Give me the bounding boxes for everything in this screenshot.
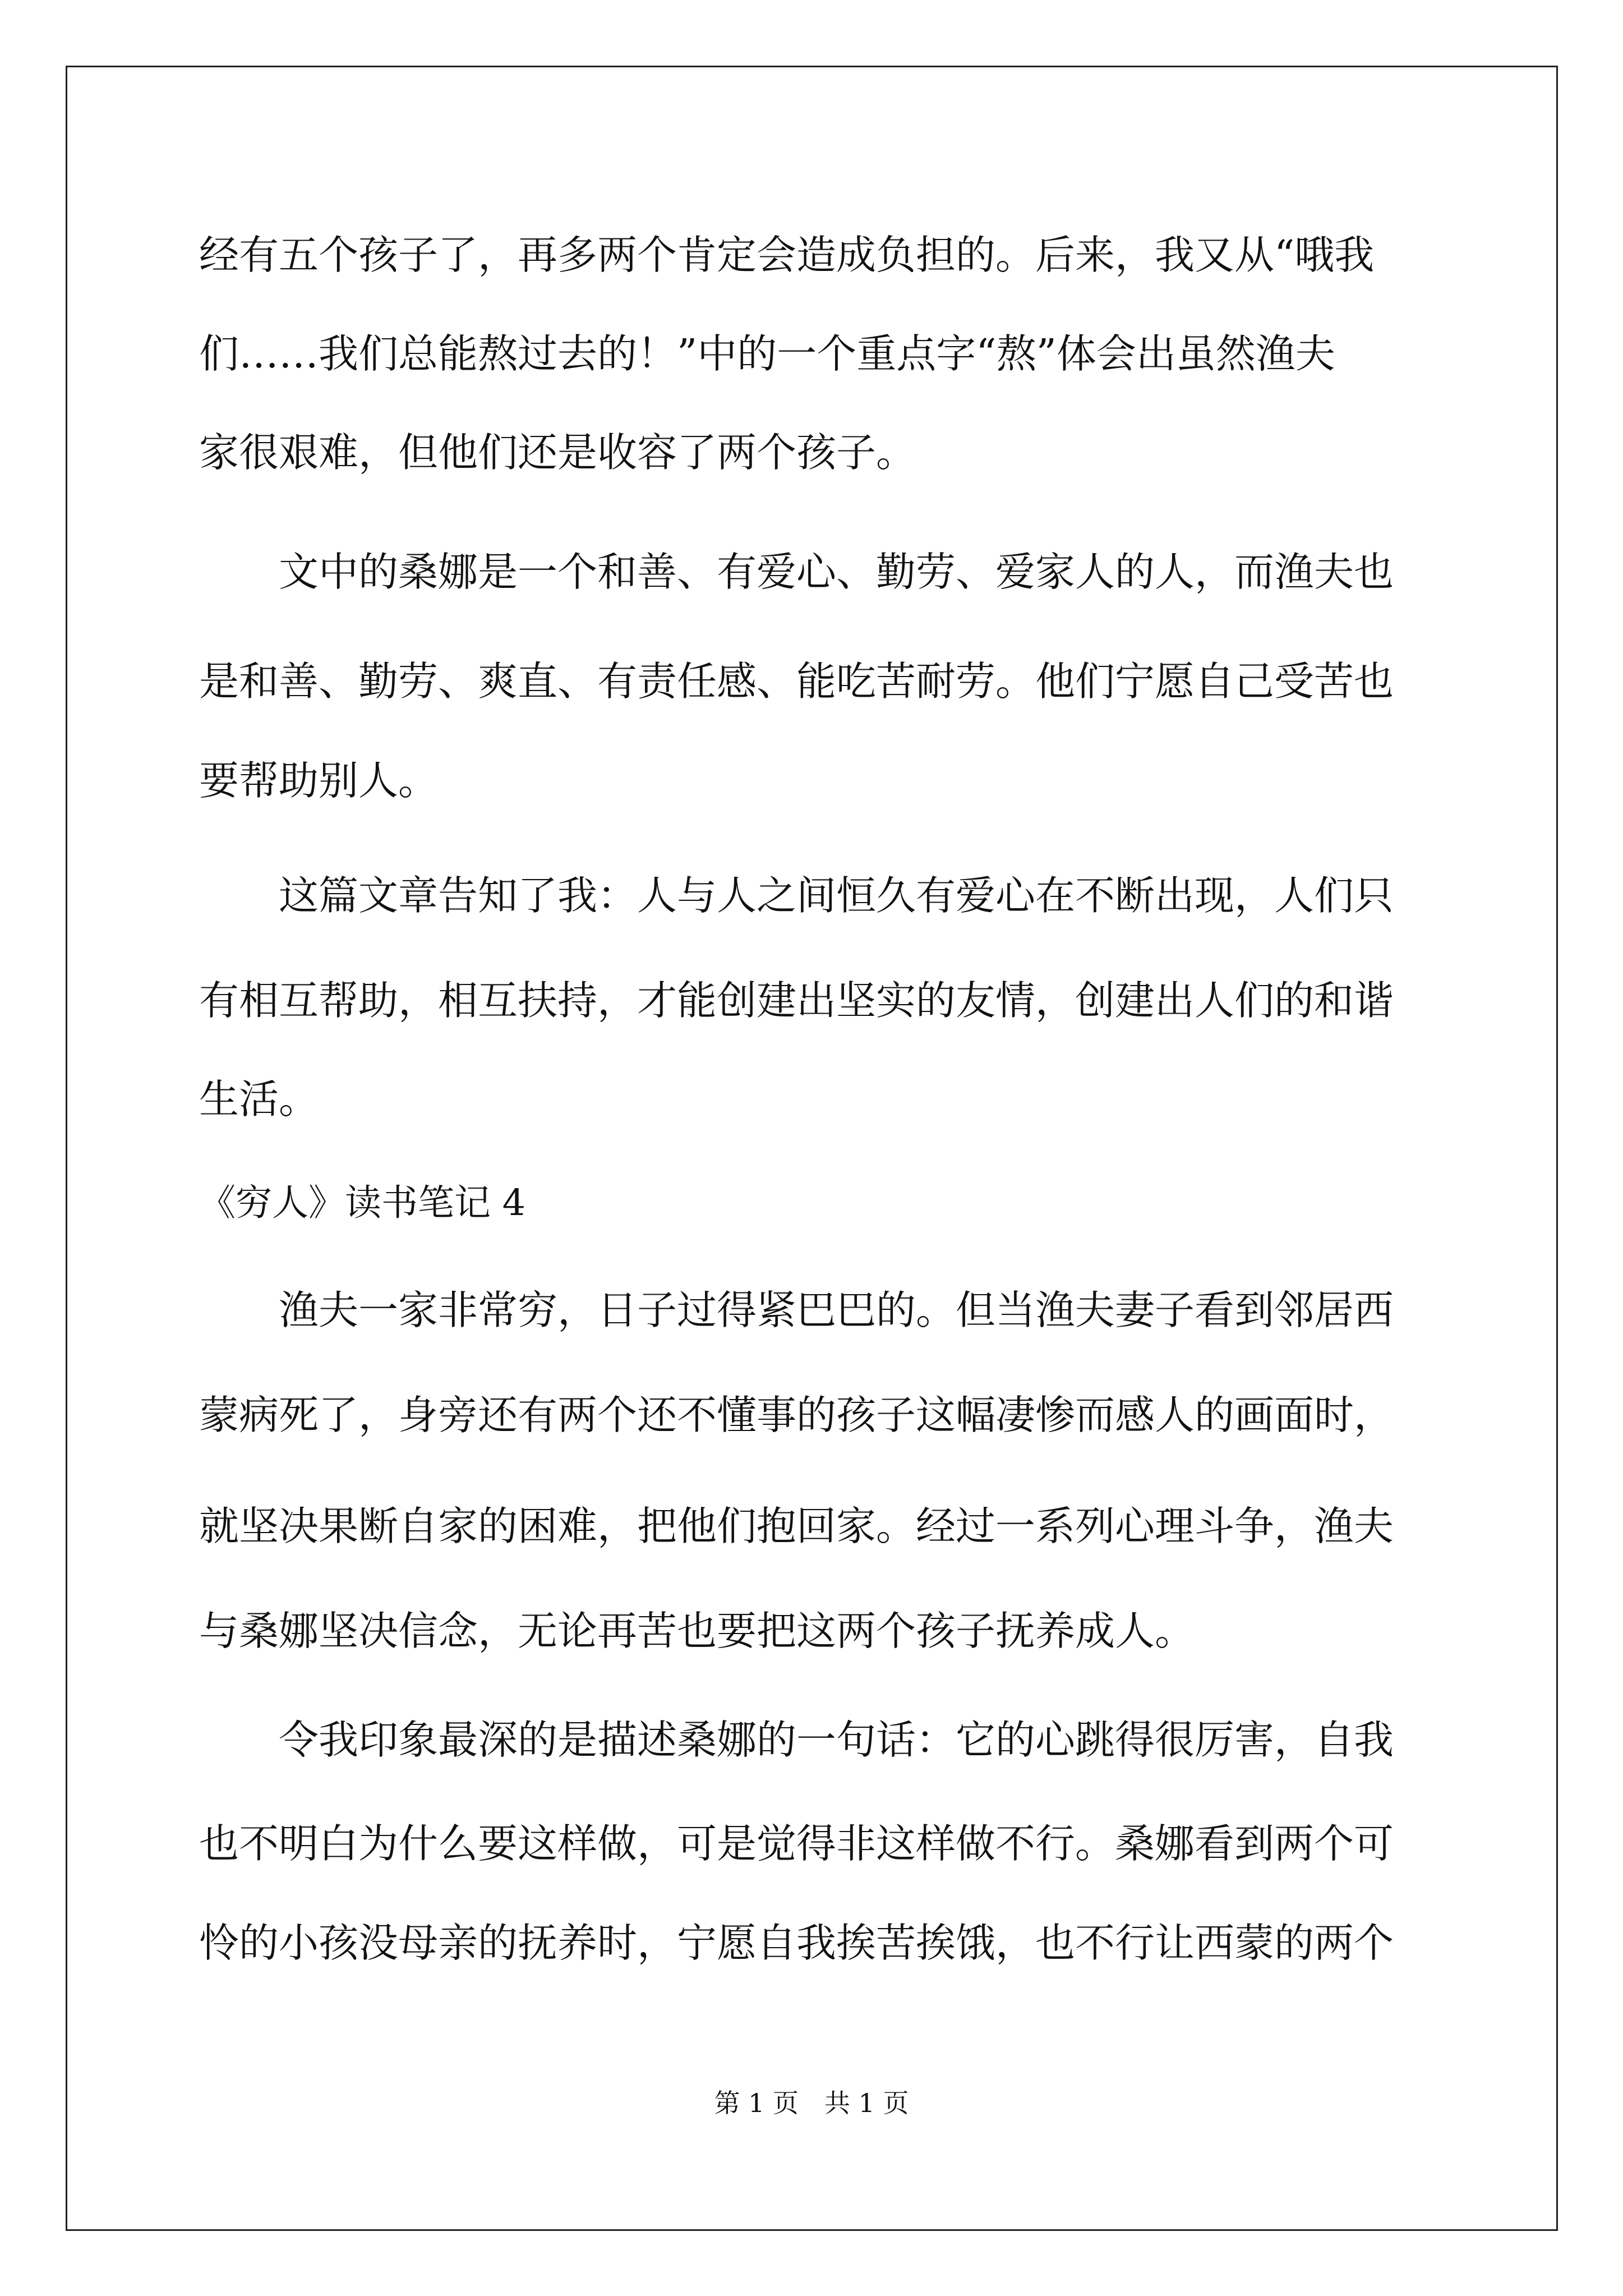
section-paragraph-2-line-3: 怜的小孩没母亲的抚养时，宁愿自我挨苦挨饿，也不行让西蒙的两个 [199, 1920, 1394, 1966]
paragraph-3-line-1: 这篇文章告知了我：人与人之间恒久有爱心在不断出现，人们只 [199, 872, 1394, 919]
section-paragraph-1-line-2: 蒙病死了，身旁还有两个还不懂事的孩子这幅凄惨而感人的画面时， [199, 1392, 1394, 1438]
section-paragraph-2-line-1: 令我印象最深的是描述桑娜的一句话：它的心跳得很厉害，自我 [199, 1717, 1394, 1763]
paragraph-2-line-2: 是和善、勤劳、爽直、有责任感、能吃苦耐劳。他们宁愿自己受苦也 [199, 658, 1394, 705]
section-paragraph-1-line-3: 就坚决果断自家的困难，把他们抱回家。经过一系列心理斗争，渔夫 [199, 1503, 1394, 1549]
paragraph-1-line-2: 们……我们总能熬过去的！”中的一个重点字“熬”体会出虽然渔夫 [199, 330, 1335, 377]
paragraph-2-line-3: 要帮助别人。 [199, 757, 439, 804]
section-paragraph-1-line-4: 与桑娜坚决信念，无论再苦也要把这两个孩子抚养成人。 [199, 1608, 1195, 1654]
paragraph-2-line-1: 文中的桑娜是一个和善、有爱心、勤劳、爱家人的人，而渔夫也 [199, 549, 1394, 595]
paragraph-3-line-3: 生活。 [199, 1076, 319, 1122]
section-paragraph-1-line-1: 渔夫一家非常穷，日子过得紧巴巴的。但当渔夫妻子看到邻居西 [199, 1287, 1394, 1333]
section-paragraph-2-line-2: 也不明白为什么要这样做，可是觉得非这样做不行。桑娜看到两个可 [199, 1820, 1394, 1867]
page-border [66, 66, 1558, 2231]
paragraph-3-line-2: 有相互帮助，相互扶持，才能创建出坚实的友情，创建出人们的和谐 [199, 977, 1394, 1024]
paragraph-1-line-3: 家很艰难，但他们还是收容了两个孩子。 [199, 429, 916, 476]
page-number-footer: 第 1 页 共 1 页 [714, 2088, 909, 2118]
section-heading: 《穷人》读书笔记 4 [199, 1182, 526, 1224]
paragraph-1-line-1: 经有五个孩子了，再多两个肯定会造成负担的。后来，我又从“哦我 [199, 232, 1375, 278]
